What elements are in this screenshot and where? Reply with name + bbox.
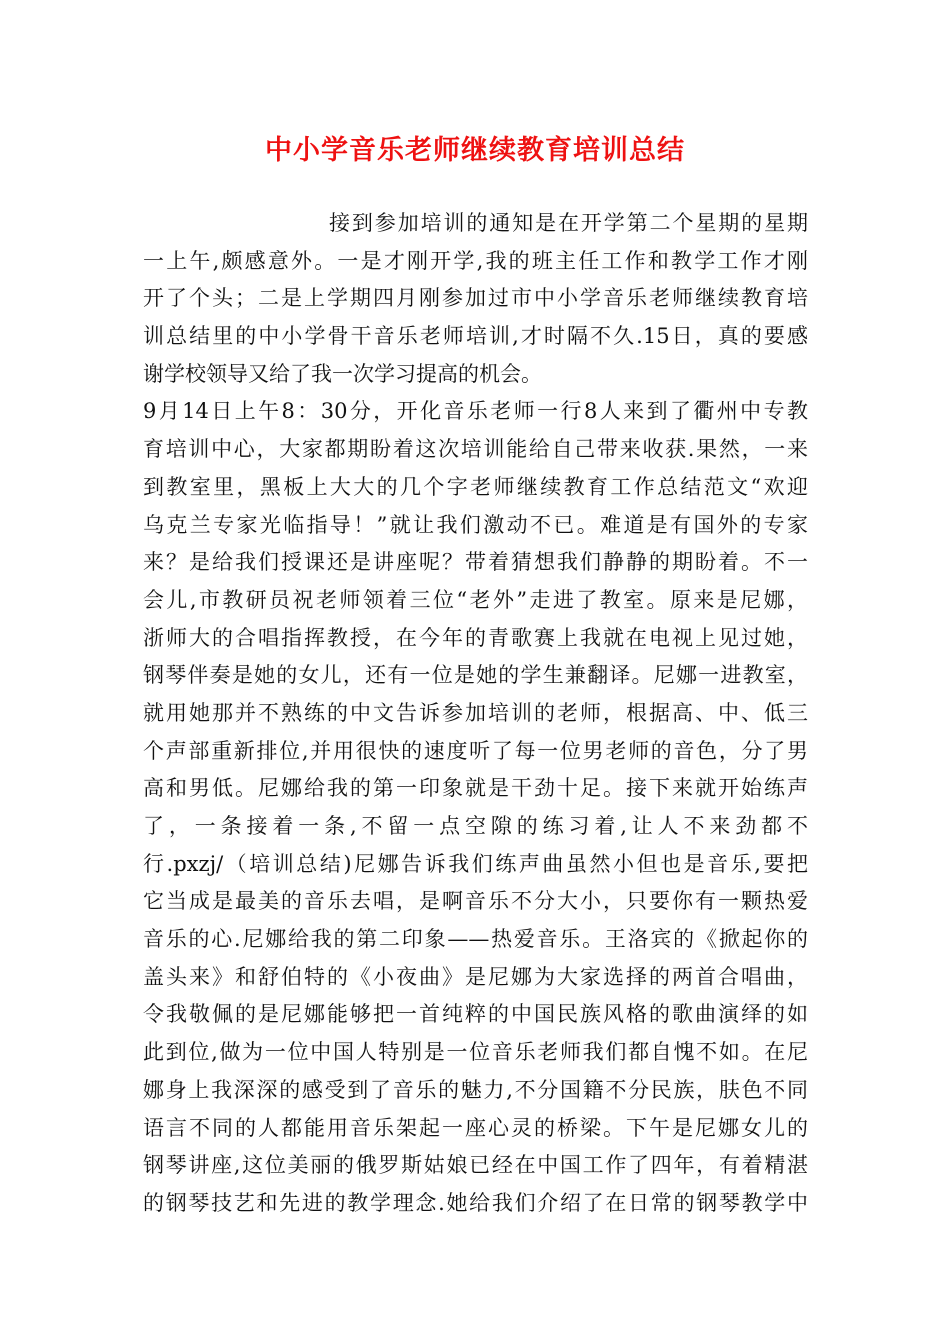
body-line: 语言不同的人都能用音乐架起一座心灵的桥梁。下午是尼娜女儿的 — [143, 1115, 808, 1140]
body-line: 的钢琴技艺和先进的教学理念.她给我们介绍了在日常的钢琴教学中 — [143, 1190, 808, 1215]
body-line: 乌克兰专家光临指导！”就让我们激动不已。难道是有国外的专家 — [143, 512, 808, 537]
body-line: 音乐的心.尼娜给我的第二印象——热爱音乐。王洛宾的《掀起你的 — [143, 927, 808, 952]
body-line: 训总结里的中小学骨干音乐老师培训,才时隔不久.15日，真的要感 — [143, 324, 808, 349]
body-line: 谢学校领导又给了我一次学习提高的机会。 — [143, 361, 542, 386]
body-line: 钢琴伴奏是她的女儿，还有一位是她的学生兼翻译。尼娜一进教室， — [143, 663, 808, 688]
body-line: 9月14日上午8：30分，开化音乐老师一行8人来到了衢州中专教 — [143, 399, 808, 424]
body-line: 开了个头；二是上学期四月刚参加过市中小学音乐老师继续教育培 — [143, 286, 808, 311]
body-line: 浙师大的合唱指挥教授，在今年的青歌赛上我就在电视上见过她， — [143, 625, 808, 650]
body-line: 会儿,市教研员祝老师领着三位“老外”走进了教室。原来是尼娜， — [143, 587, 808, 612]
body-line: 它当成是最美的音乐去唱，是啊音乐不分大小，只要你有一颗热爱 — [143, 889, 808, 914]
body-line: 个声部重新排位,并用很快的速度听了每一位男老师的音色，分了男 — [143, 738, 808, 763]
body-line: 行.pxzj/（培训总结)尼娜告诉我们练声曲虽然小但也是音乐,要把 — [143, 851, 808, 876]
body-line: 盖头来》和舒伯特的《小夜曲》是尼娜为大家选择的两首合唱曲， — [143, 964, 808, 989]
body-line: 接到参加培训的通知是在开学第二个星期的星期 — [329, 211, 808, 235]
body-line: 娜身上我深深的感受到了音乐的魅力,不分国籍不分民族，肤色不同 — [143, 1077, 808, 1102]
body-line: 育培训中心，大家都期盼着这次培训能给自己带来收获.果然，一来 — [143, 437, 808, 462]
body-line: 就用她那并不熟练的中文告诉参加培训的老师，根据高、中、低三 — [143, 700, 808, 725]
body-line: 来？是给我们授课还是讲座呢？带着猜想我们静静的期盼着。不一 — [143, 550, 808, 575]
document-body — [143, 205, 808, 1223]
body-line: 了，一条接着一条,不留一点空隙的练习着,让人不来劲都不 — [143, 814, 808, 838]
body-line: 令我敬佩的是尼娜能够把一首纯粹的中国民族风格的歌曲演绎的如 — [143, 1002, 808, 1027]
body-line: 一上午,颇感意外。一是才刚开学,我的班主任工作和教学工作才刚 — [143, 248, 808, 273]
body-line: 高和男低。尼娜给我的第一印象就是干劲十足。接下来就开始练声 — [143, 776, 808, 801]
body-line: 钢琴讲座,这位美丽的俄罗斯姑娘已经在中国工作了四年，有着精湛 — [143, 1153, 808, 1178]
document-title: 中小学音乐老师继续教育培训总结 — [265, 135, 685, 166]
body-line: 此到位,做为一位中国人特别是一位音乐老师我们都自愧不如。在尼 — [143, 1040, 808, 1065]
body-line: 到教室里，黑板上大大的几个字老师继续教育工作总结范文“欢迎 — [143, 474, 808, 499]
